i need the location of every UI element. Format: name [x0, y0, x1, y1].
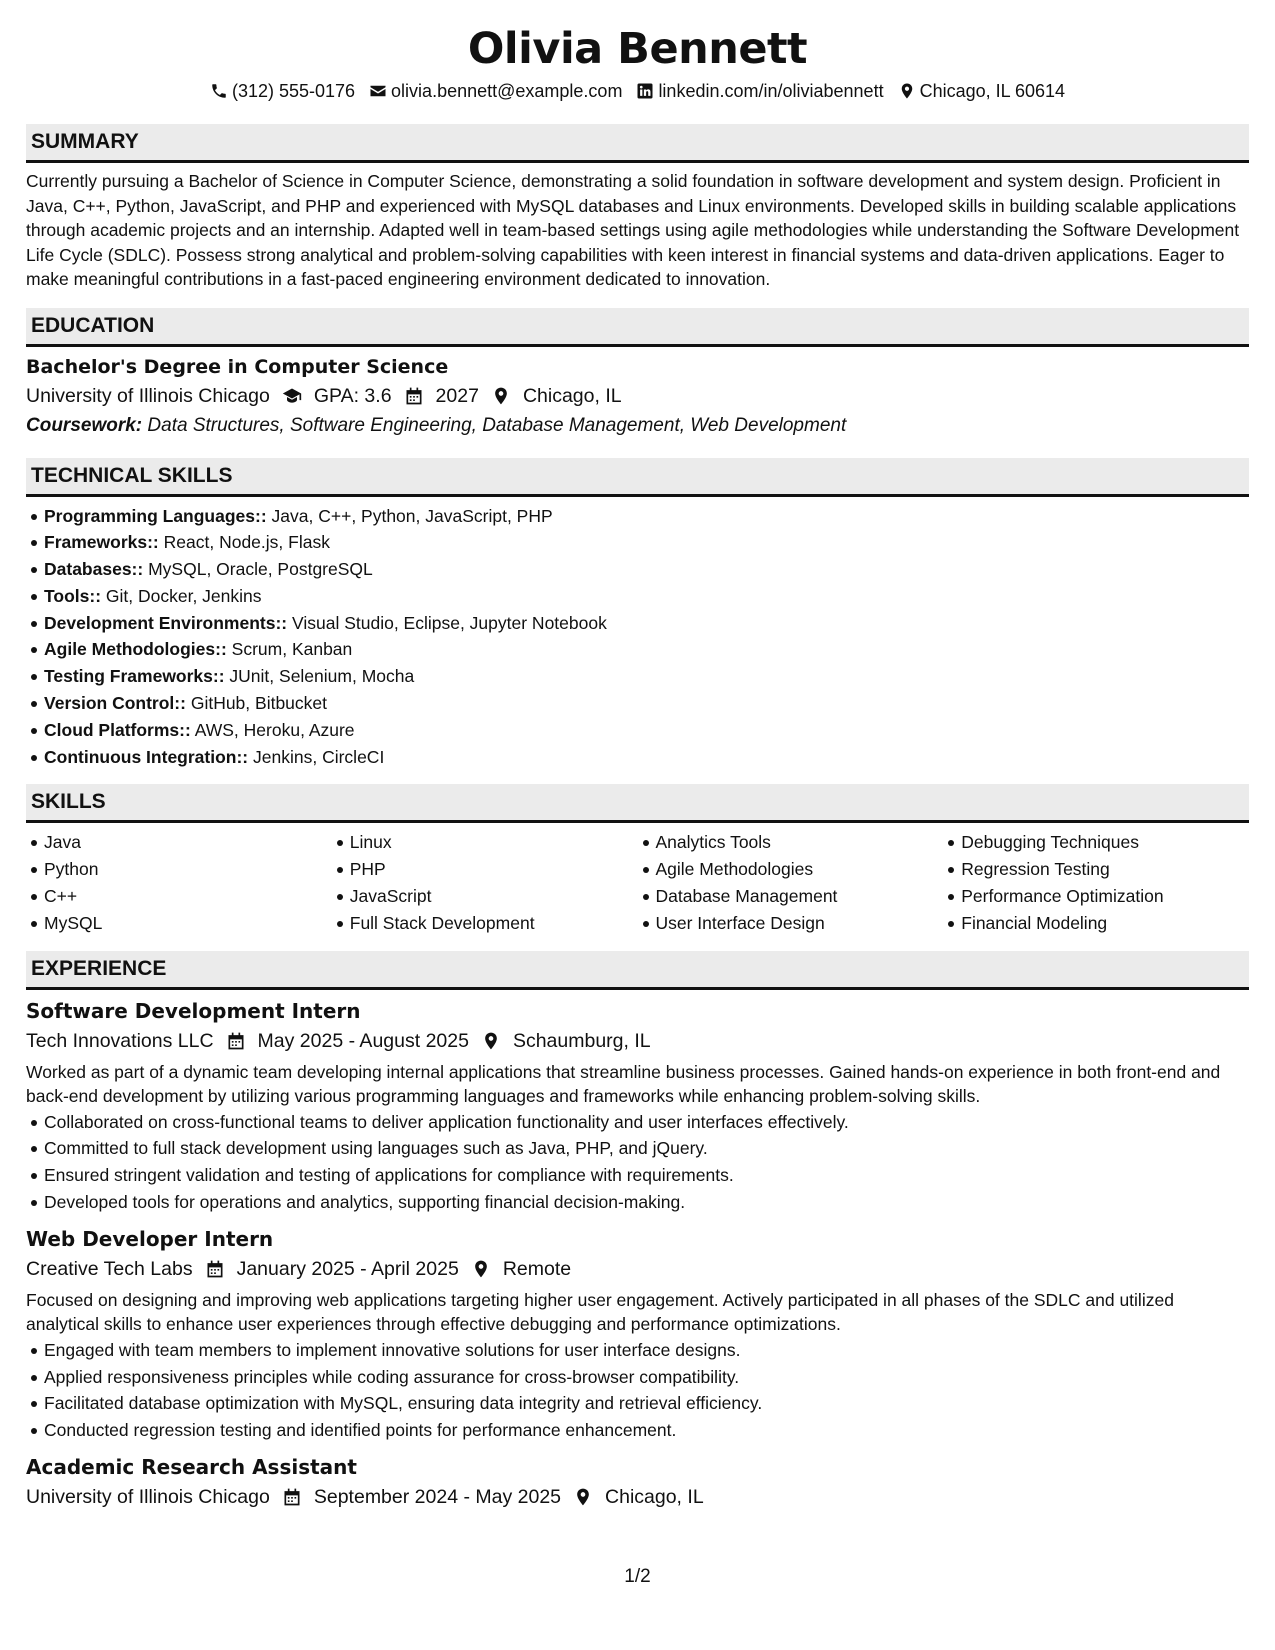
- job-title: Software Development Intern: [26, 998, 361, 1023]
- skill-item: Agile Methodologies: [638, 856, 944, 883]
- section-title-summary: SUMMARY: [26, 124, 1249, 163]
- skill-item: Linux: [332, 829, 638, 856]
- skill-item: Python: [26, 856, 332, 883]
- section-title-experience: EXPERIENCE: [26, 951, 1249, 990]
- section-title-skills: SKILLS: [26, 784, 1249, 823]
- page-number: 1/2: [624, 1566, 651, 1587]
- contact-linkedin[interactable]: [636, 81, 883, 102]
- calendar-icon: [404, 386, 424, 406]
- job-title: Web Developer Intern: [26, 1226, 274, 1251]
- job-meta: [26, 1482, 1249, 1512]
- linkedin-link[interactable]: linkedin.com/in/oliviabennett: [658, 80, 884, 101]
- contact-email[interactable]: [369, 81, 622, 102]
- tech-skill-item: Programming Languages:: Java, C++, Python, JavaScript, PHP: [26, 503, 1249, 530]
- email-link[interactable]: olivia.bennett@example.com: [391, 80, 623, 101]
- tech-skill-item: Development Environments:: Visual Studio, Eclipse, Jupyter Notebook: [26, 610, 1249, 637]
- skill-item: User Interface Design: [638, 910, 944, 937]
- education-meta: [26, 381, 1249, 411]
- skill-item: Full Stack Development: [332, 910, 638, 937]
- skill-item: Regression Testing: [943, 856, 1249, 883]
- skill-item: Database Management: [638, 883, 944, 910]
- skills-column-2: [332, 829, 638, 936]
- job-meta: [26, 1254, 1249, 1284]
- skills-column-3: [638, 829, 944, 936]
- calendar-icon: [205, 1259, 225, 1279]
- job-entry: [26, 1452, 1249, 1512]
- job-bullet: Developed tools for operations and analytics, supporting financial decision-making.: [26, 1189, 1249, 1216]
- company-name: Creative Tech Labs: [26, 1257, 193, 1280]
- tech-skill-item: Cloud Platforms:: AWS, Heroku, Azure: [26, 717, 1249, 744]
- skill-item: Performance Optimization: [943, 883, 1249, 910]
- job-bullet: Conducted regression testing and identified points for performance enhancement.: [26, 1417, 1249, 1444]
- gpa-text: GPA: 3.6: [313, 384, 392, 407]
- graduation-year: 2027: [435, 384, 479, 407]
- phone-icon: [210, 82, 228, 100]
- technical-skills-list: [26, 503, 1249, 771]
- company-name: Tech Innovations LLC: [26, 1029, 214, 1052]
- job-meta: [26, 1026, 1249, 1056]
- location-text: Chicago, IL 60614: [919, 80, 1066, 101]
- skill-item: Java: [26, 829, 332, 856]
- job-dates: September 2024 - May 2025: [313, 1486, 562, 1509]
- job-bullet: Applied responsiveness principles while coding assurance for cross-browser compatibility.: [26, 1364, 1249, 1391]
- job-location: Chicago, IL: [605, 1486, 704, 1509]
- job-entry: [26, 996, 1249, 1216]
- skill-item: JavaScript: [332, 883, 638, 910]
- school-location: Chicago, IL: [522, 384, 622, 407]
- job-description: Focused on designing and improving web applications targeting higher user engagement. Actively participated in all phases of the SDLC and utilized analytical skills to enhance user experiences through effective debugging and performance optimizations.: [26, 1289, 1174, 1335]
- degree-title: Bachelor's Degree in Computer Science: [26, 355, 449, 378]
- map-pin-icon: [491, 386, 511, 406]
- skills-column-4: [943, 829, 1249, 936]
- education-section: [26, 308, 1249, 441]
- skills-grid: [26, 829, 1249, 936]
- skill-item: Analytics Tools: [638, 829, 944, 856]
- tech-skill-item: Agile Methodologies:: Scrum, Kanban: [26, 636, 1249, 663]
- skill-item: MySQL: [26, 910, 332, 937]
- coursework-line: [26, 411, 1249, 441]
- envelope-icon: [369, 82, 387, 100]
- coursework-label: Coursework:: [26, 414, 143, 436]
- contact-location: [898, 81, 1065, 102]
- job-bullet: Collaborated on cross-functional teams to deliver application functionality and user interfaces effectively.: [26, 1109, 1249, 1136]
- graduation-cap-icon: [282, 386, 302, 406]
- contact-phone: [210, 81, 355, 102]
- section-title-technical-skills: TECHNICAL SKILLS: [26, 458, 1249, 497]
- tech-skill-item: Continuous Integration:: Jenkins, CircleCI: [26, 744, 1249, 771]
- company-name: University of Illinois Chicago: [26, 1486, 270, 1509]
- job-bullets: [26, 1337, 1249, 1444]
- map-pin-icon: [573, 1487, 593, 1507]
- calendar-icon: [226, 1031, 246, 1051]
- job-description: Worked as part of a dynamic team developing internal applications that streamline business processes. Gained hands-on experience in both front-end and back-end development by utilizing various programming languages and frameworks while enhancing problem-solving skills.: [26, 1061, 1221, 1107]
- job-dates: May 2025 - August 2025: [257, 1029, 469, 1052]
- job-location: Remote: [502, 1257, 572, 1280]
- job-dates: January 2025 - April 2025: [236, 1257, 459, 1280]
- summary-section: [26, 124, 1249, 292]
- candidate-name: Olivia Bennett: [467, 24, 808, 74]
- section-title-education: EDUCATION: [26, 308, 1249, 347]
- job-bullet: Facilitated database optimization with MySQL, ensuring data integrity and retrieval efficiency.: [26, 1390, 1249, 1417]
- summary-text: Currently pursuing a Bachelor of Science in Computer Science, demonstrating a solid foundation in software development and system design. Proficient in Java, C++, Python, JavaScript, and PHP and experienced with MySQL databases and Linux environments. Developed skills in building scalable applications through academic projects and an internship. Adapted well in team-based settings using agile methodologies while understanding the Software Development Life Cycle (SDLC). Possess strong analytical and problem-solving capabilities with keen interest in financial systems and data-driven applications. Eager to make meaningful contributions in a fast-paced engineering environment dedicated to innovation.: [26, 171, 1240, 289]
- school-name: University of Illinois Chicago: [26, 384, 270, 407]
- job-bullets: [26, 1109, 1249, 1216]
- job-location: Schaumburg, IL: [512, 1029, 651, 1052]
- linkedin-icon: [636, 82, 654, 100]
- resume-content: [26, 0, 1249, 1512]
- map-pin-icon: [898, 82, 916, 100]
- calendar-icon: [282, 1487, 302, 1507]
- job-entry: [26, 1224, 1249, 1444]
- skill-item: PHP: [332, 856, 638, 883]
- tech-skill-item: Testing Frameworks:: JUnit, Selenium, Mocha: [26, 663, 1249, 690]
- tech-skill-item: Frameworks:: React, Node.js, Flask: [26, 529, 1249, 556]
- experience-section: [26, 951, 1249, 1512]
- contact-line: [26, 78, 1249, 104]
- job-title: Academic Research Assistant: [26, 1455, 357, 1480]
- map-pin-icon: [471, 1259, 491, 1279]
- job-bullet: Ensured stringent validation and testing of applications for compliance with requirements.: [26, 1162, 1249, 1189]
- job-bullet: Engaged with team members to implement innovative solutions for user interface designs.: [26, 1337, 1249, 1364]
- tech-skill-item: Tools:: Git, Docker, Jenkins: [26, 583, 1249, 610]
- skill-item: Debugging Techniques: [943, 829, 1249, 856]
- tech-skill-item: Version Control:: GitHub, Bitbucket: [26, 690, 1249, 717]
- job-bullet: Committed to full stack development using languages such as Java, PHP, and jQuery.: [26, 1135, 1249, 1162]
- skill-item: Financial Modeling: [943, 910, 1249, 937]
- coursework-list: Data Structures, Software Engineering, Database Management, Web Development: [147, 414, 847, 436]
- technical-skills-section: [26, 458, 1249, 771]
- map-pin-icon: [481, 1031, 501, 1051]
- skills-column-1: [26, 829, 332, 936]
- skill-item: C++: [26, 883, 332, 910]
- skills-section: [26, 784, 1249, 936]
- phone-text: (312) 555-0176: [231, 80, 356, 101]
- tech-skill-item: Databases:: MySQL, Oracle, PostgreSQL: [26, 556, 1249, 583]
